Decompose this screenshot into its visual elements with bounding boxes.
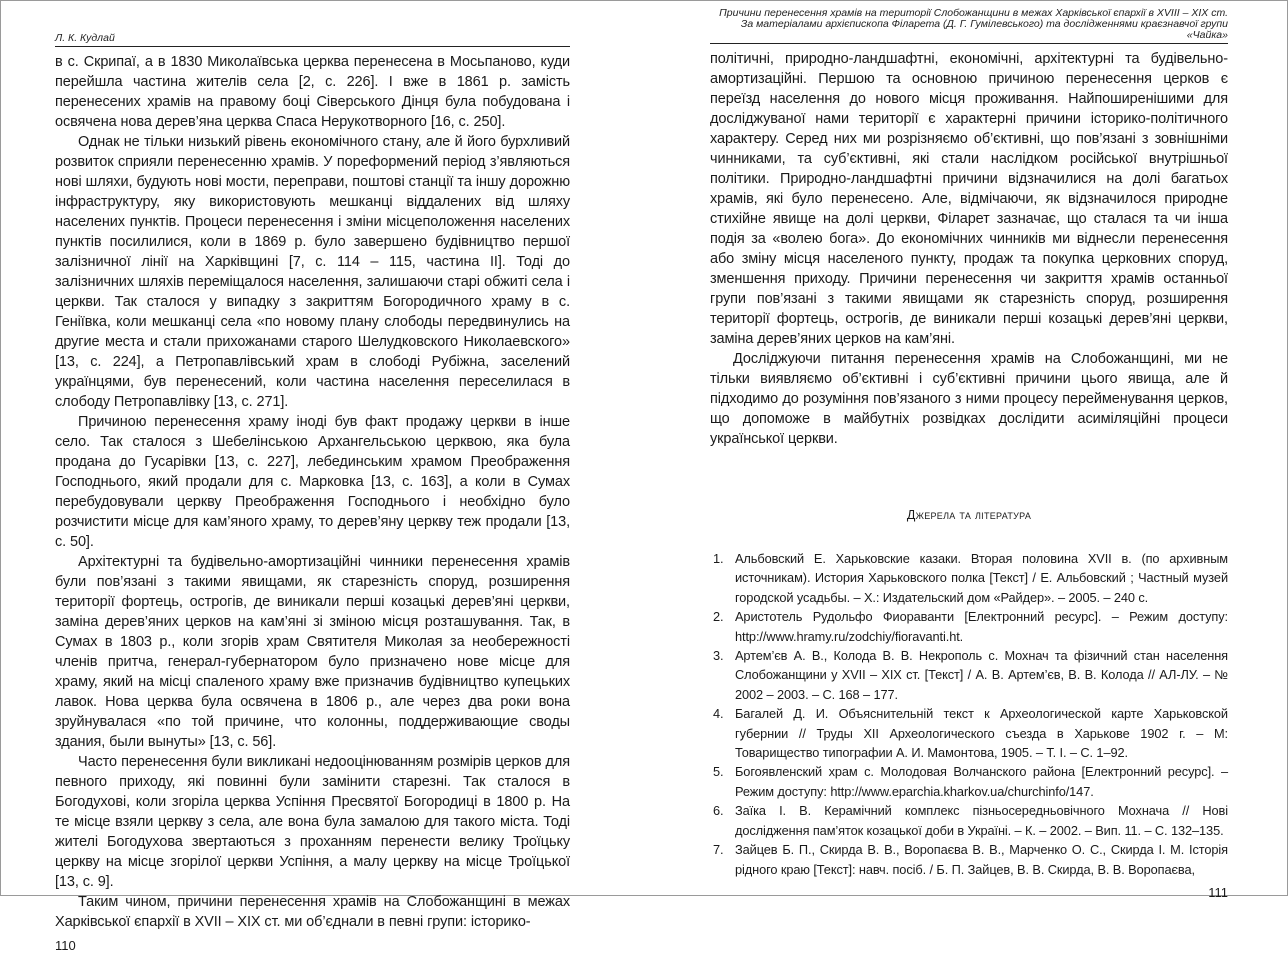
paragraph: Таким чином, причини перенесення храмів на Слобожанщині в межах Харківської єпархії в XVII – XIX ст. ми об’єднали в певні групи: історико- xyxy=(55,894,570,930)
reference-number: 5. xyxy=(713,764,724,780)
paragraph: Архітектурні та будівельно-амортизаційні чинники перенесення храмів були пов’язані з такими явищами, як старезність споруд, розширення території фортець, острогів, де виникали перші козацькі дерев’яні церкви, заміна дерев’яних церков на кам’яні зі зміною місця розташування. Так, в Сумах в 1803 р., коли згорів храм Святителя Миколая за необережності членів притча, генерал-губернатором було призначено нове місце для храму, який на місці спаленого храму вже призначив будівництво купецьких лавок. Нова церква була освячена в 1806 р., але через два роки вона зруйнувалася «по той причине, что колонны, поддерживающие своды здания, были вынуты» [13, с. 56]. xyxy=(55,554,570,750)
reference-item xyxy=(710,840,1228,879)
reference-text: Богоявленский храм с. Молодовая Волчанского района [Електронний ресурс]. – Режим доступу: http://www.eparchia.kharkov.ua/churchinfo/147. xyxy=(735,764,1228,799)
reference-number: 1. xyxy=(713,551,724,566)
reference-text: Аристотель Рудольфо Фиораванти [Електронний ресурс]. – Режим доступу: http://www.hramy.ru/zodchiy/fioravanti.ht. xyxy=(735,609,1228,644)
references-heading: Джерела та література xyxy=(906,508,1032,522)
reference-item xyxy=(710,762,1228,801)
reference-number: 7. xyxy=(713,842,724,858)
reference-item xyxy=(710,549,1228,607)
reference-item xyxy=(710,704,1228,762)
page-number: 111 xyxy=(1208,884,1228,900)
reference-text: Зайцев Б. П., Скирда В. В., Воропаєва В. В., Марченко О. С., Скирда І. М. Історія рідного краю [Текст]: навч. посіб. / Б. П. Зайцев, В. В. Скирда, В. В. Воропаєва, xyxy=(735,842,1228,877)
paragraph: Досліджуючи питання перенесення храмів на Слобожанщині, ми не тільки виявляємо об’єктивні і суб’єктивні причини цього явища, але й підходимо до розуміння пов’язаного з ними процесу перейменування церков, що допоможе в майбутніх розвідках дослідити асиміляційні процеси української церкви. xyxy=(710,351,1228,447)
body-text xyxy=(710,49,1228,449)
page-number: 110 xyxy=(55,938,76,953)
running-head-title: Причини перенесення храмів на території Слобожанщини в межах Харківської єпархії в XVIII – XIX ст. За матеріалами архієпископа Філарета (Д. Г. Гумілевського) та дослідженнями краєзнавчої групи «Чайка» xyxy=(710,8,1228,44)
paragraph: Часто перенесення були викликані недооцінюванням розмірів церков для певного приходу, які повинні були замінити старезні. Так сталося в Богодухові, коли згоріла церква Успіння Пресвятої Богородиці в 1800 р. На те місце взяли церкву з села, але вона була замалою для такого міста. Тоді жителі Богодухова звертаються з проханням перенести велику Троїцьку церкву на місце згорілої церкви Успіння, а малу церкву на місце Троїцької [13, с. 9]. xyxy=(55,754,570,890)
reference-item xyxy=(710,646,1228,704)
paragraph: Причиною перенесення храму іноді був факт продажу церкви в інше село. Так сталося з Шебелінською Архангельською церквою, яка була продана до Гусарівки [13, с. 227], лебединським храмом Преображення Господнього, який продали для с. Марковка [13, с. 163], а коли в Сумах перебудовували церкву Преображення Господнього і необхідно було розчистити місце для кам’яного храму, то дерев’яну церкву теж продали [13, с. 50]. xyxy=(55,414,570,550)
reference-text: Заїка І. В. Керамічний комплекс пізньосередньовічного Мохнача // Нові дослідження пам’яток козацької доби в Україні. – К. – 2002. – Вип. 11. – С. 132–135. xyxy=(735,803,1228,838)
body-text xyxy=(55,52,570,932)
right-page xyxy=(710,0,1228,900)
reference-number: 3. xyxy=(713,648,724,664)
reference-text: Альбовский Е. Харьковские казаки. Вторая половина XVII в. (по архивным источникам). История Харьковского полка [Текст] / Е. Альбовский ; Частный музей городской усадьбы. – Х.: Издательский дом «Райдер». – 2005. – 240 с. xyxy=(735,551,1228,605)
reference-item xyxy=(710,801,1228,840)
reference-number: 6. xyxy=(713,803,724,819)
reference-text: Артем’єв А. В., Колода В. В. Некрополь с. Мохнач та фізичний стан населення Слобожанщини у XVII – XIX ст. [Текст] / А. В. Артем’єв, В. В. Колода // АЛ-ЛУ. – № 2002 – 2003. – С. 168 – 177. xyxy=(735,648,1228,702)
left-page xyxy=(55,0,570,953)
reference-number: 2. xyxy=(713,609,724,625)
paragraph: в с. Скрипаї, а в 1830 Миколаївська церква перенесена в Мосьпаново, куди перейшла частина жителів села [2, с. 226]. І вже в 1861 р. замість перенесених храмів на правому боці Сіверського Дінця була побудована і освячена нова дерев’яна церква Спаса Нерукотворного [16, с. 250]. xyxy=(55,54,570,130)
reference-text: Багалей Д. И. Объяснительній текст к Археологической карте Харьковской губернии // Труды XII Археологического съезда в Харькове 1902 г. – М: Товарищество типографии А. И. Мамонтова, 1905. – Т. І. – С. 1–92. xyxy=(735,706,1228,761)
paragraph: політичні, природно-ландшафтні, економічні, архітектурні та будівельно-амортизаційні. Першою та основною причиною перенесення церков є переїзд населення до нового місця проживання. Найпоширенішими для досліджуваної нами території є характерні причини історико-політичного характеру. Серед них ми розрізняємо об’єктивні, що пов’язані з зовнішніми чинниками, та суб’єктивні, які стали наслідком російської внутрішньої політики. Природно-ландшафтні причини відзначилися на долі багатьох храмів, які було перенесено. Але, відмічаючи, як відзначилося природне стихійне явище на долі церкви, Філарет зазначає, що сталася та чи інша подія за «волею бога». До економічних чинників ми віднесли перенесення або зміну місця населеного пункту, продаж та покупка церковних споруд, зменшення приходу. Причини перенесення чи закриття храмів останньої групи пов’язані з такими явищами як старезність споруд, розширення території фортець, острогів, де виникали перші козацькі дерев’яні церкви, заміна дерев’яних церков на кам’яні. xyxy=(710,51,1228,347)
reference-number: 4. xyxy=(713,706,724,722)
reference-item xyxy=(710,607,1228,646)
paragraph: Однак не тільки низький рівень економічного стану, але й його бурхливий розвиток сприяли перенесенню храмів. У пореформений період з’являються нові шляхи, будують нові мости, переправи, поштові станції та іншу дорожню інфраструктуру, яку використовують мешканці віддалених від шляху населених пунктів. Процеси перенесення і зміни місцеположення населених пунктів посилилися, коли в 1869 р. було завершено будівництво першої залізничної лінії на Харківщині [7, с. 114 – 115, частина ІІ]. Тоді до залізничних шляхів переміщалося населення, залишаючи старі обжиті села і церкви. Так сталося у випадку з закриттям Богородичного храму в с. Геніївка, коли мешканці села «по новому плану слободы передвинулись на другие места и стали прихожанами старого Шелудковского Николаевского» [13, с. 224], а Петропавлівський храм в слободі Рубіжна, заселений українцями, був перенесений, коли частина населення переселилася в слободу Петропавлівку [13, с. 271]. xyxy=(55,134,570,410)
running-head-author: Л. К. Кудлай xyxy=(55,33,570,47)
references-list xyxy=(710,549,1228,879)
